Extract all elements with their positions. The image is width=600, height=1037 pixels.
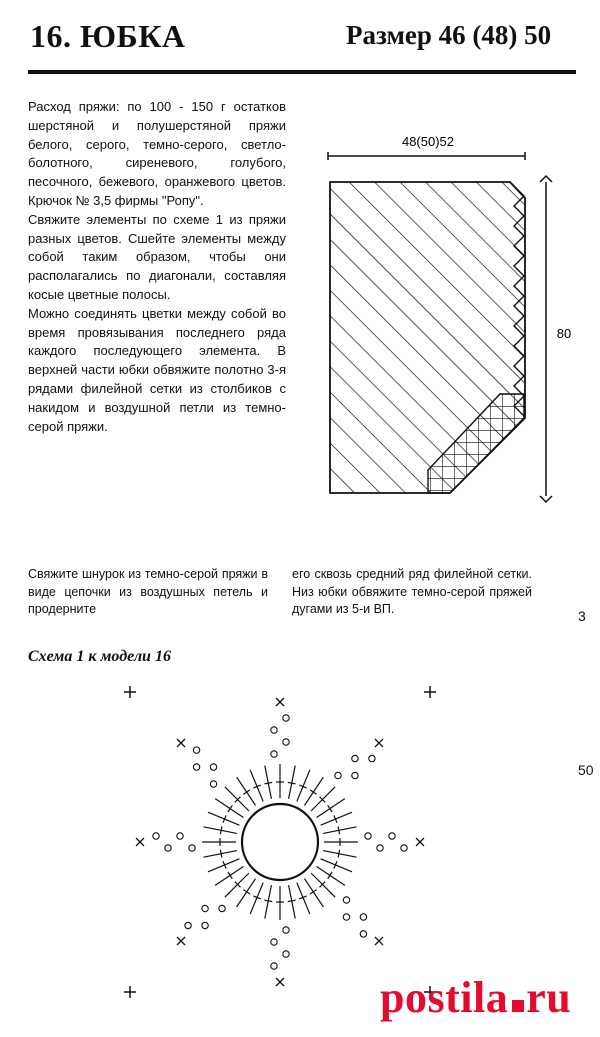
chain-stitch <box>271 939 277 945</box>
stitch-bar <box>328 872 332 879</box>
stitch-stem <box>297 770 310 801</box>
single-crochet-mark <box>375 739 383 747</box>
cord-text-right: его сквозь средний ряд филейной сетки. Низ юбки обвяжите темно-серой пряжей дугами из 5-и ВП. <box>292 567 532 616</box>
edge-label-bottom: 50 <box>578 762 594 778</box>
center-ring <box>242 804 318 880</box>
chain-stitch <box>360 914 366 920</box>
chain-stitch <box>271 727 277 733</box>
chain-stitch <box>283 739 289 745</box>
stitch-bar <box>220 826 222 834</box>
stitch-stem <box>250 883 263 914</box>
chain-stitch <box>360 931 366 937</box>
chain-stitch <box>365 833 371 839</box>
stitch-bar <box>264 900 272 902</box>
single-crochet-mark <box>276 978 284 986</box>
chain-stitch <box>193 764 199 770</box>
chain-stitch <box>189 845 195 851</box>
chain-stitch <box>377 845 383 851</box>
yarn-paragraph: Расход пряжи: по 100 - 150 г остатков шерстяной и полушерстяной пряжи белого, серого, темно-серого, светло-болотного, сиреневого, голубого, песочного, бежевого, оранжевого цветов. Крючок № 3,5 фирмы "Ропу". <box>28 99 286 208</box>
stitch-bar <box>288 900 296 902</box>
chain-stitch <box>210 781 216 787</box>
chain-stitch <box>210 764 216 770</box>
chain-stitch <box>153 833 159 839</box>
plus-mark <box>124 986 136 998</box>
instructions-text <box>28 98 286 436</box>
single-crochet-mark <box>375 937 383 945</box>
single-crochet-mark <box>136 838 144 846</box>
chain-stitch <box>202 905 208 911</box>
page-title: 16. ЮБКА <box>30 18 186 54</box>
watermark-dot <box>512 1000 524 1012</box>
chain-stitch <box>271 751 277 757</box>
plus-mark <box>424 686 436 698</box>
stitch-bar <box>338 826 340 834</box>
stitch-bar <box>220 850 222 858</box>
stitch-bar <box>264 782 272 784</box>
stitch-bar <box>288 782 296 784</box>
chain-stitch <box>283 951 289 957</box>
stitch-bar <box>228 872 232 879</box>
scheme-title: Схема 1 к модели 16 <box>28 648 171 665</box>
chain-stitch <box>343 914 349 920</box>
single-crochet-mark <box>416 838 424 846</box>
chain-stitch <box>352 755 358 761</box>
stitch-stem <box>208 859 239 872</box>
stitch-stem <box>208 812 239 825</box>
chain-stitch <box>165 845 171 851</box>
chain-stitch <box>343 897 349 903</box>
single-crochet-mark <box>177 739 185 747</box>
chain-stitch <box>389 833 395 839</box>
stitch-stem <box>250 770 263 801</box>
single-crochet-mark <box>276 698 284 706</box>
stitch-bar <box>338 850 340 858</box>
size-label: Размер 46 (48) 50 <box>346 20 552 50</box>
cord-text-left: Свяжите шнурок из темно-серой пряжи в виде цепочки из воздушных петель и продерните <box>28 567 268 616</box>
crochet-motif-chart <box>110 672 470 1002</box>
chain-stitch <box>202 922 208 928</box>
header-divider <box>28 70 576 74</box>
chain-stitch <box>271 963 277 969</box>
chain-stitch <box>219 905 225 911</box>
chain-stitch <box>283 927 289 933</box>
chain-stitch <box>185 922 191 928</box>
watermark-right: ru <box>526 973 572 1022</box>
stitch-bar <box>328 805 332 812</box>
chain-stitch <box>369 755 375 761</box>
width-label: 48(50)52 <box>401 134 455 149</box>
stitch-stem <box>321 859 352 872</box>
joining-paragraph: Можно соединять цветки между собой во время провязывания последнего ряда каждого последующего элемента. В верхней части юбки обвяжите полотно 3-я рядами филейной сетки из столбиков с накидом и воздушной петли из темно-серой пряжи. <box>28 305 286 434</box>
chain-stitch <box>177 833 183 839</box>
stitch-bar <box>310 890 317 894</box>
stitch-bar <box>228 805 232 812</box>
stitch-stem <box>297 883 310 914</box>
watermark-left: postila <box>380 973 509 1022</box>
chain-stitch <box>283 715 289 721</box>
single-crochet-mark <box>177 937 185 945</box>
stitch-bar <box>243 790 250 794</box>
skirt-pattern-diagram <box>310 118 580 518</box>
elements-paragraph: Свяжите элементы по схеме 1 из пряжи разных цветов. Сшейте элементы между собой таким образом, чтобы они располагались по диагонали, составляя косые цветные полосы. <box>28 211 286 302</box>
stitch-bar <box>243 890 250 894</box>
height-label: 80 <box>556 326 572 341</box>
watermark <box>380 972 571 1023</box>
chain-stitch <box>335 772 341 778</box>
plus-mark <box>124 686 136 698</box>
chain-stitch <box>352 772 358 778</box>
edge-label-top: 3 <box>578 608 586 624</box>
stitch-bar <box>310 790 317 794</box>
chain-stitch <box>193 747 199 753</box>
stitch-stem <box>321 812 352 825</box>
chain-stitch <box>401 845 407 851</box>
